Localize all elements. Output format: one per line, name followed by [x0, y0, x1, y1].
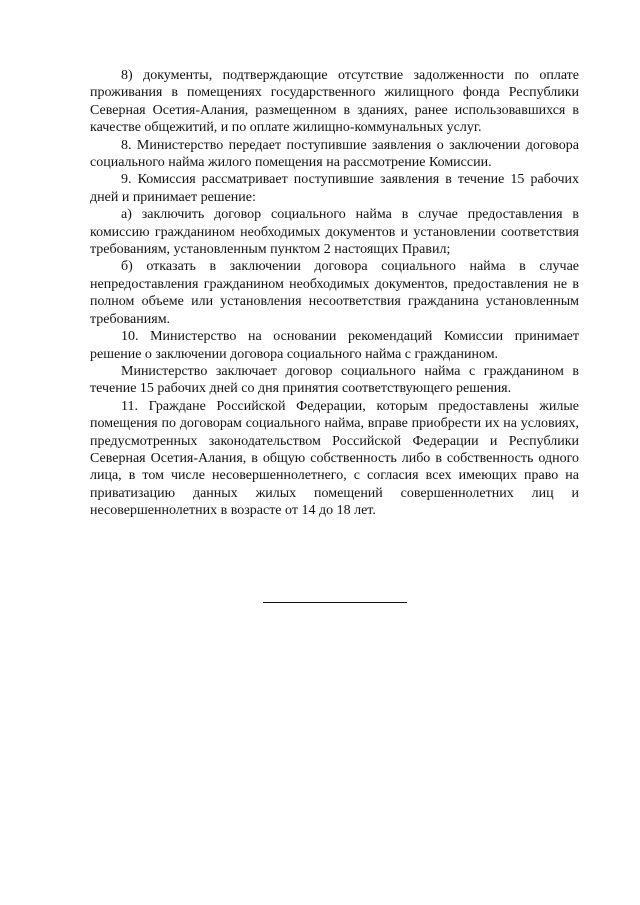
end-divider-line	[263, 602, 407, 603]
paragraph-clause-10: 10. Министерство на основании рекомендаций Комиссии принимает решение о заключении договора социального найма с гражданином.	[90, 329, 579, 362]
paragraph-clause-9b: б) отказать в заключении договора социального найма в случае непредоставления гражданином необходимых документов, предоставления не в полном объеме или установления несоответствия гражданина установленным требованиям.	[90, 259, 579, 327]
paragraph-clause-11: 11. Граждане Российской Федерации, которым предоставлены жилые помещения по договорам социального найма, вправе приобрести их на условиях, предусмотренных законодательством Российской Федерации и Республики Северная Осетия-Алания, в общую собственность либо в собственность одного лица, в том числе несовершеннолетнего, с согласия всех имеющих право на приватизацию данных жилых помещений совершеннолетних лиц и несовершеннолетних в возрасте от 14 до 18 лет.	[90, 398, 579, 519]
document-body	[90, 67, 579, 520]
paragraph-clause-9: 9. Комиссия рассматривает поступившие заявления в течение 15 рабочих дней и принимает решение:	[90, 172, 579, 205]
paragraph-item-8-documents: 8) документы, подтверждающие отсутствие задолженности по оплате проживания в помещениях государственного жилищного фонда Республики Северная Осетия-Алания, размещенном в зданиях, ранее использовавшихся в качестве общежитий, и по оплате жилищно-коммунальных услуг.	[90, 68, 579, 136]
paragraph-clause-8: 8. Министерство передает поступившие заявления о заключении договора социального найма жилого помещения на рассмотрение Комиссии.	[90, 137, 579, 171]
paragraph-clause-9a: а) заключить договор социального найма в случае предоставления в комиссию гражданином необходимых документов и установлении соответствия требованиям, установленным пунктом 2 настоящих Правил;	[90, 207, 579, 258]
paragraph-clause-10-contract: Министерство заключает договор социального найма с гражданином в течение 15 рабочих дней со дня принятия соответствующего решения.	[90, 363, 579, 397]
